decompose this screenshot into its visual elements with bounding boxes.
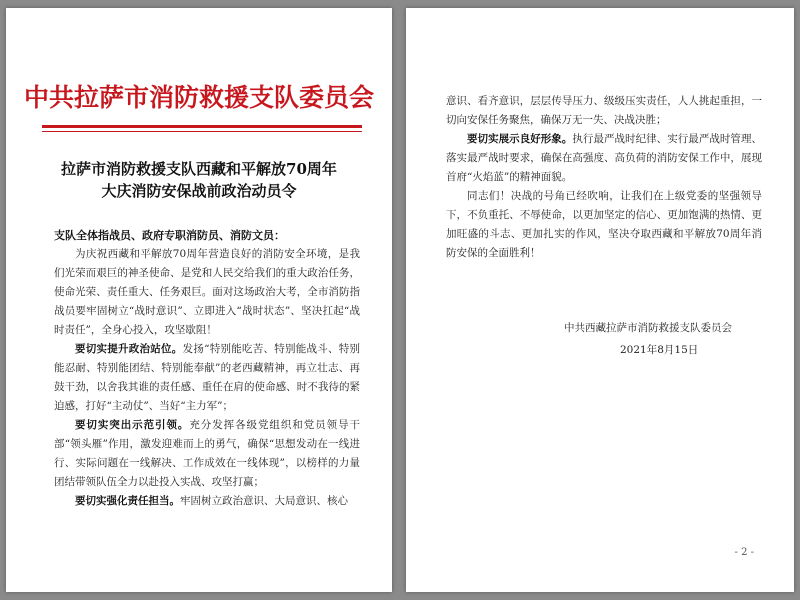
signature-date: 2021年8月15日	[620, 344, 699, 356]
salutation: 支队全体指战员、政府专职消防员、消防文员：	[54, 229, 285, 242]
paragraph-3	[54, 416, 360, 492]
paragraph-1: 为庆祝西藏和平解放70周年营造良好的消防安全环境，是我们光荣而艰巨的神圣使命、是党和人民交给我们的重大政治任务，使命光荣、责任重大、任务艰巨。面对这场政治大考，全市消防指战员要牢固树立“战时意识”、立即进入“战时状态”、坚决扛起“战时责任”，全身心投入，攻坚歇阻！	[54, 248, 360, 336]
red-divider-thin	[42, 131, 362, 132]
paragraph-4	[54, 492, 360, 511]
document-page-2	[406, 8, 794, 592]
paragraph-4-text: 牢固树立政治意识、大局意识、核心	[180, 495, 348, 507]
signature-org: 中共西藏拉萨市消防救援支队委员会	[564, 322, 732, 334]
paragraph-4-lead: 要切实强化责任担当。	[75, 495, 180, 507]
closing-paragraph: 同志们！决战的号角已经吹响，让我们在上级党委的坚强领导下，不负重托、不辱使命，以更加坚定的信心、更加饱满的热情、更加旺盛的斗志、更加扎实的作风，坚决夺取西藏和平解放70周年消防安保的全面胜利！	[446, 190, 762, 259]
page-number: - 2 -	[734, 547, 754, 558]
body-left	[54, 226, 360, 511]
title-line-2: 大庆消防安保战前政治动员令	[101, 182, 297, 200]
body-right	[446, 92, 762, 263]
document-page-1	[6, 8, 392, 592]
paragraph-5-text: 执行最严战时纪律、实行最严战时管理、落实最严战时要求，确保在高强度、高负荷的消防安保工作中，展现首府“火焰蓝”的精神面貌。	[446, 133, 763, 183]
paragraph-5-lead: 要切实展示良好形象。	[467, 133, 573, 145]
paragraph-2-lead: 要切实提升政治站位。	[75, 343, 183, 355]
continued-paragraph: 意识、看齐意识，层层传导压力、级级压实责任，人人挑起重担，一切向安保任务聚焦，确保万无一失、决战决胜；	[446, 95, 762, 126]
masthead-title: 中共拉萨市消防救援支队委员会	[23, 83, 374, 112]
paragraph-2	[54, 340, 360, 416]
paragraph-2-text: 发扬“特别能吃苦、特别能战斗、特别能忍耐、特别能团结、特别能奉献”的老西藏精神，再立壮志、再鼓干劲，以舍我其谁的责任感、重任在肩的使命感、时不我待的紧迫感，打好“主动仗”、当好“主力军”；	[54, 343, 361, 412]
document-title	[36, 158, 362, 202]
red-divider	[42, 125, 362, 128]
paragraph-3-lead: 要切实突出示范引领。	[75, 419, 190, 431]
paragraph-3-text: 充分发挥各级党组织和党员领导干部“领头雁”作用，激发迎难而上的勇气，确保“思想发动在一线进行、实际问题在一线解决、工作成效在一线体现”，以榜样的力量团结带领队伍全力以赴投入实战、攻坚打赢；	[54, 419, 360, 488]
title-line-1: 拉萨市消防救援支队西藏和平解放70周年	[61, 160, 337, 178]
paragraph-5	[446, 130, 762, 187]
